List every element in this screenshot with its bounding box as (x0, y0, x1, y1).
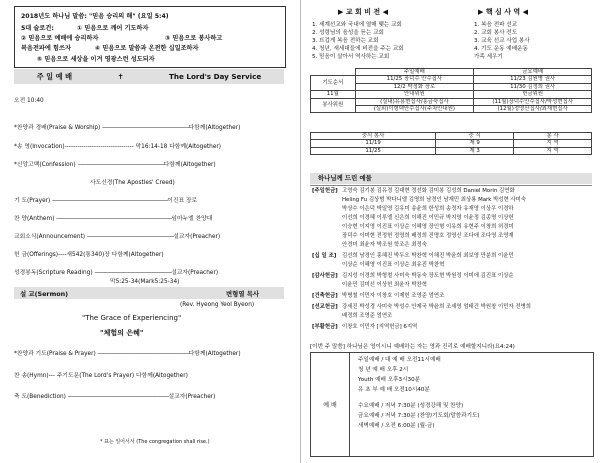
order-mid: ----새542(통340)장 (58, 252, 110, 258)
core-item: 2. 교회 봉사 전도 (474, 30, 518, 36)
meal-cell: 11/25 (311, 147, 436, 154)
slogan-3-cont: 복음전파에 힘쓰자 (21, 45, 71, 52)
service-row: 수요예배 / 저녁 7:30분 (성경강해 및 찬양) (358, 403, 464, 409)
sermon-bar (14, 287, 284, 299)
duty-cell: (실외)이형택안수집사(주차안내원) (355, 106, 474, 113)
duty-cell: 헌금위원 (474, 91, 592, 98)
service-row: 새벽예배 / 오전 6:00분 (월-금) (358, 423, 435, 429)
offering-names: 이창호 이민자 [지역헌금] 6지역 (342, 324, 418, 330)
sermon-title-en: "The Grace of Experiencing" (82, 314, 182, 322)
offerings-header: 하나님께 드린 예물 (310, 173, 592, 184)
slogan-1: ① 믿음으로 깨어 기도하자 (77, 25, 149, 32)
order-who-en: (Altogether) (205, 125, 241, 131)
slogan-5: ⑤ 믿음으로 세상을 이겨 영광스런 성도되자 (37, 56, 155, 63)
order-detail: (Confession) (39, 162, 76, 168)
order-label: *송 영 (14, 144, 30, 150)
duty-row-head: 11월 (311, 91, 356, 98)
page-divider (300, 0, 301, 463)
duty-col-sunday: 주일예배 (355, 69, 474, 76)
year-motto-box (14, 6, 286, 68)
footnote: * 표는 일어서서 (The congregation shall rise.) (100, 439, 210, 445)
slogan-4: ④ 믿음으로 말씀과 온전한 십일조하자 (95, 45, 199, 52)
meal-head: 중식 봉사 (311, 133, 436, 140)
dash-line: ———————————————————————— (52, 198, 168, 204)
core-item: 1. 복음 전파 선교 (474, 22, 518, 28)
meal-cell: 지 역 (514, 147, 592, 154)
offering-names: 이윤민 김미선 이상헌 최윤자 박찬혁 (342, 282, 427, 288)
offering-row (312, 282, 427, 288)
service-row: 주일예배 / 대 예 배 오전11시예배 (358, 357, 441, 363)
offering-names: 장덕수 이미현 전정헌 정영희 배정희 진명호 정영신 조다애 조다영 조영재 (342, 233, 514, 239)
order-who-en: (Altogether) (128, 252, 164, 258)
order-who-en: (Altogether) (186, 144, 222, 150)
order-label: 헌 금 (14, 252, 28, 258)
meal-head: 중 식 (436, 133, 514, 140)
duty-cell: 안내위원 (355, 91, 474, 98)
apostles-creed: 사도신경(The Apostles' Creed) (90, 180, 175, 186)
offering-cat: [부활헌금] (312, 324, 338, 330)
vision-item: 2. 성령님의 음성을 듣는 교회 (312, 30, 384, 36)
service-header-en: The Lord's Day Service (168, 72, 262, 81)
service-row: 금요예배 / 저녁 7:30분 (찬양/기도회/말씀과기도) (358, 413, 480, 419)
year-motto: 2018년도 하나님 말씀: "믿음 승리의 해" (요일 5:4) (21, 13, 169, 20)
offering-row (312, 215, 514, 221)
order-praise (14, 125, 240, 132)
offering-row (312, 233, 514, 239)
order-who: 다함께 (188, 125, 206, 131)
order-who: 설교자 (173, 234, 191, 240)
duty-corner (311, 69, 356, 76)
order-label: 찬 양 (14, 216, 28, 222)
offering-row (312, 188, 515, 194)
order-who: 임마누엘 찬양대 (171, 216, 213, 222)
order-detail: (Anthem) (27, 216, 55, 222)
order-who-en: (Altogether) (205, 351, 241, 357)
order-who: 이진표 장로 (167, 198, 198, 204)
order-detail: (Announcement) (36, 234, 86, 240)
offering-row (312, 304, 531, 310)
offering-cat: [선교헌금] (312, 304, 338, 310)
offering-cat: [감사헌금] (312, 273, 338, 279)
core-title: ▶ 핵 심 사 역 ◀ (478, 8, 528, 16)
vision-title: ▶ 교 회 비 전 ◀ (338, 8, 388, 16)
order-detail: (Praise & Worship) (46, 125, 101, 131)
order-invocation (14, 144, 221, 151)
order-benediction (14, 394, 215, 401)
offering-row (312, 242, 427, 248)
sermon-preacher: 변형열 목사 (226, 290, 260, 298)
duty-cell: 12/2 박정화 장로 (355, 83, 474, 90)
order-who: 다함께 (136, 373, 153, 379)
meal-cell: 11/19 (311, 140, 436, 147)
dash-line: —————————————————— (102, 125, 189, 131)
offering-names: 박병철 이민자 이창호 이제헌 조영준 엄연조 (342, 293, 445, 299)
order-label: *신앙고백 (14, 162, 40, 168)
offering-names: 배정희 조영준 엄연조 (342, 313, 393, 319)
service-row: 청 년 예 배 오후 2시 (358, 367, 409, 373)
duty-cell: (실내)유용현집사/홍금숙집사 (355, 98, 474, 105)
service-header-ko: 주 일 예 배 (36, 71, 73, 81)
order-who: 다함께 (169, 144, 186, 150)
order-announcement (14, 234, 220, 241)
order-mid: --------------------------------- 막16:14-18 (64, 144, 168, 150)
service-time: 오전 10:40 (14, 98, 44, 104)
order-label: 성경봉독 (14, 270, 37, 276)
duty-table (310, 68, 592, 113)
order-offerings (14, 252, 164, 259)
offering-names: 고영숙 김기봉 김유경 김대현 정선화 김미봉 김성희 Daniel Morin 김연화 (342, 188, 515, 194)
service-row: Youth 예배 오후3시30분 (358, 377, 421, 383)
duty-row-head: 봉사위원 (311, 98, 356, 113)
meal-cell: 제 9 (436, 140, 514, 147)
dash-line: —————————————————— (86, 234, 174, 240)
order-detail: (Scripture Reading) (36, 270, 93, 276)
dash-line: ——————————————————— (97, 351, 189, 357)
slogan-3: ③ 믿음으로 봉사하고 (165, 35, 223, 42)
offering-row (312, 273, 514, 279)
duty-cell: 11/25 장덕수 안수집사 (355, 76, 474, 83)
order-detail: (Hymn) (27, 373, 49, 379)
offering-row (312, 206, 514, 212)
order-who-en: (Preacher) (190, 234, 221, 240)
order-label: 교회소식 (14, 234, 37, 240)
duty-cell: 11/30 김정희 권사 (474, 83, 592, 90)
sermon-label: 설 교(Sermon) (20, 290, 69, 298)
order-hymn (14, 373, 188, 380)
vision-item: 4. 청년, 새세대들에 비전을 주는 교회 (312, 46, 404, 52)
order-who: 다함께 (188, 351, 206, 357)
order-who: 설교자 (168, 394, 186, 400)
order-label: 찬 송 (14, 373, 28, 379)
order-who-en: (Preacher) (185, 394, 216, 400)
duty-cell: 11/23 김원병 권사 (474, 76, 592, 83)
core-item: 4. 기도 운동 예배운동 (474, 46, 528, 52)
meal-head: 봉 사 (514, 133, 592, 140)
cross-icon: ✝ (117, 72, 124, 81)
order-label: 기 도 (14, 198, 28, 204)
offering-row (312, 324, 417, 330)
offering-row (312, 293, 444, 299)
order-who: 다함께 (163, 162, 181, 168)
offering-names: 안경미 최윤자 박조원 학조은 최정숙 (342, 242, 427, 248)
order-who: 다함께 (111, 252, 129, 258)
offering-names: 강세진 박성경 사미숙 박성수 안제국 박윤희 조세영 엄태건 박원창 이민자 전병희 (342, 304, 531, 310)
offering-cat: [주일헌금] (312, 188, 338, 194)
offering-row (312, 197, 526, 203)
order-who: 설교자 (171, 270, 189, 276)
order-detail: (Offerings) (27, 252, 59, 258)
order-confession (14, 162, 216, 169)
order-label: *찬양과 기도 (14, 351, 47, 357)
scripture-ref: 막5:25-34(Mark5:25-34) (110, 279, 180, 285)
slogan-2: ② 믿음으로 예배에 승리하자 (21, 35, 99, 42)
dash-line: ————————————————————— (67, 394, 169, 400)
services-label: 예 배 (311, 353, 350, 456)
order-scripture (14, 270, 218, 277)
offering-names: 이선희 이경혜 이루엘 신은희 이해진 이민규 박지영 이윤정 김종명 이상헌 (342, 215, 514, 221)
offering-names: 김선희 남경인 홍혜진 박두오 박찬혁 이해진 박윤희 최보영 만분희 이윤민 (342, 253, 514, 259)
order-anthem (14, 216, 212, 223)
core-item: 가족 세우기 (474, 54, 503, 60)
order-praise-prayer (14, 351, 241, 358)
offering-names: Heling Fu 김상범 박다니엘 김명희 남경인 남재민 최상룡 Mark 박성현 사미숙 (342, 197, 527, 203)
offering-names: 이승현 이지영 이진표 이상순 이혜영 장인형 이유희 유현주 이창희 허경미 (342, 224, 514, 230)
dash-line: ———————————————————————— (56, 216, 172, 222)
duty-row-head: 기도순서 (311, 76, 356, 91)
offering-names: 김지성 이경희 박형철 사미숙 박동숙 장도현 박원정 이미애 김진표 이상순 (342, 273, 514, 279)
offering-names: 이상순 이혜영 이진표 이상순 최유진 박찬혁 (342, 262, 445, 268)
meal-table (310, 132, 592, 155)
dash-line: ———————————————— (94, 270, 172, 276)
offering-row (312, 224, 514, 230)
order-prayer (14, 198, 197, 205)
offering-row (312, 253, 514, 259)
memory-verse: [이번 주 말씀] 하나님은 영이시니 예배하는 자는 영과 진리로 예배할지니라(요4:24) (310, 344, 515, 350)
core-item: 3. 교육 선교 사업 봉사 (474, 38, 530, 44)
order-mid: --- 주기도문(The Lord's Prayer) (48, 373, 135, 379)
meal-cell: 제 3 (436, 147, 514, 154)
order-who-en: (Altogether) (180, 162, 216, 168)
offering-names: 박상수 이은덕 박일영 김유미 송윤희 한성희 송정자 유재영 이상우 이경하 (342, 206, 514, 212)
sermon-title-ko: "체험의 은혜" (100, 329, 144, 337)
duty-cell: (12월)정영산집사/최재현집사 (474, 106, 592, 113)
order-detail: (Benediction) (27, 394, 66, 400)
order-label: *찬양과 경배 (14, 125, 47, 131)
order-who-en: (Altogether) (152, 373, 188, 379)
sermon-preacher-en: (Rev. Hyeong Yeol Byeon) (180, 302, 255, 308)
offering-row (312, 313, 392, 319)
order-label: 축 도 (14, 394, 28, 400)
order-detail: (Invocation) (29, 144, 65, 150)
service-header (14, 69, 284, 84)
offering-cat: [건축헌금] (312, 293, 338, 299)
order-detail: (Prayer) (27, 198, 51, 204)
offering-cat: [십 일 조] (312, 253, 337, 259)
meal-cell: 지 역 (514, 140, 592, 147)
vision-item: 3. 뜨겁게 복음 전하는 교회 (312, 38, 379, 44)
order-detail: (Praise & Prayer) (46, 351, 96, 357)
duty-cell: (11월)장덕수안수집사/박성현집사 (474, 98, 592, 105)
vision-item: 5. 믿음이 살아서 역사하는 교회 (312, 54, 390, 60)
slogan-label: 5대 슬로건: (21, 25, 54, 32)
service-row: 유 초 부 예 배 오전10시40분 (358, 387, 430, 393)
vision-item: 1. 세계선교와 국내에 열매 맺는 교회 (312, 22, 402, 28)
dash-line: —————————————————— (77, 162, 164, 168)
order-who-en: (Preacher) (188, 270, 219, 276)
duty-col-friday: 금요예배 (474, 69, 592, 76)
offering-row (312, 262, 444, 268)
